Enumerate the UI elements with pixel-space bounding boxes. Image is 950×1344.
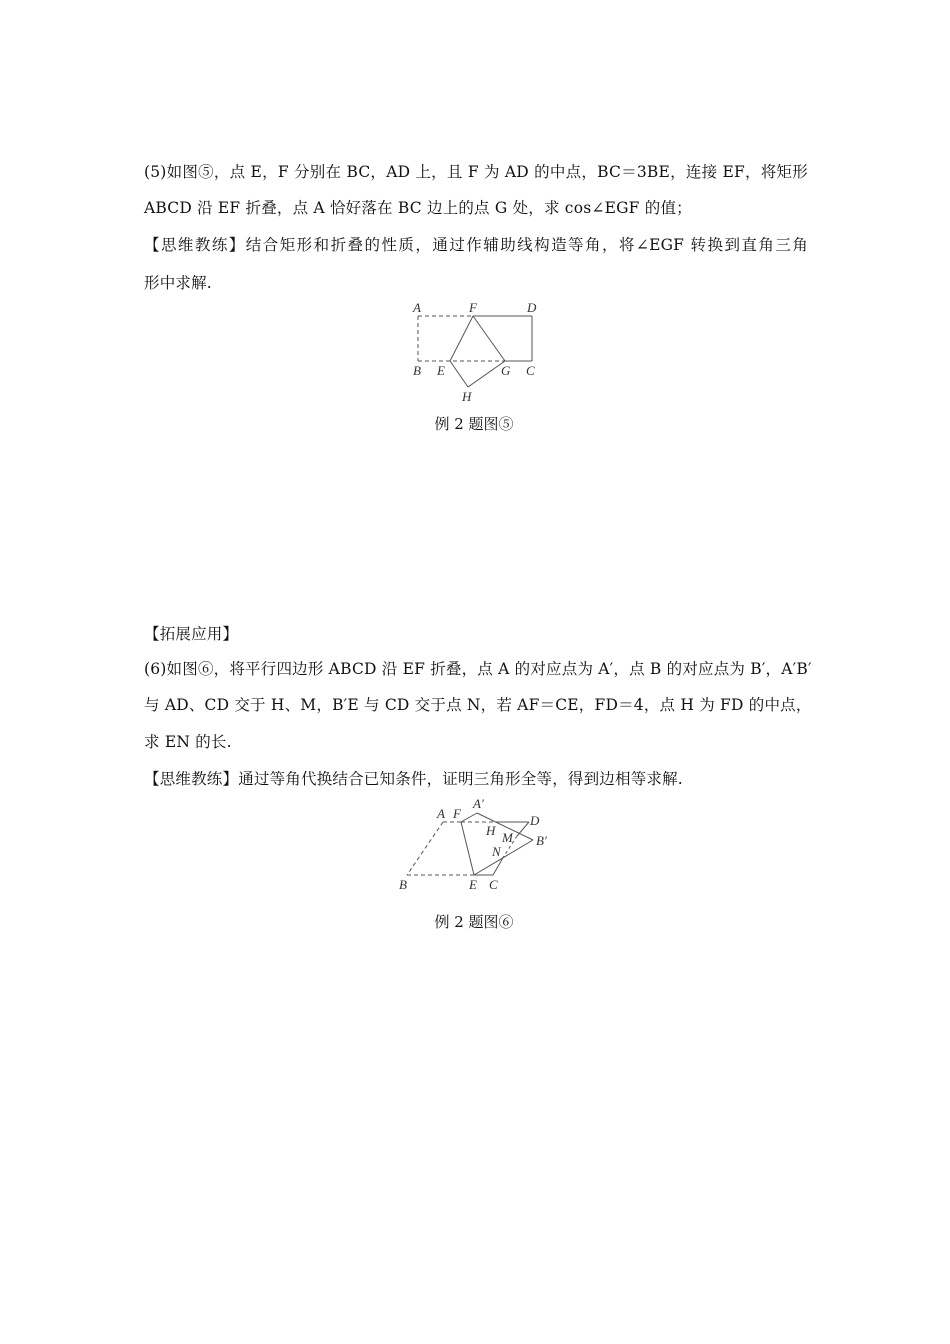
problem6-line1: (6)如图⑥，将平行四边形 ABCD 沿 EF 折叠，点 A 的对应点为 A′，点 B 的对应点为 B′，A′B′ <box>144 660 812 678</box>
label-B: B <box>413 363 421 378</box>
figure-6-diagram <box>407 813 533 875</box>
label-G: G <box>501 363 511 378</box>
label-A: A <box>413 300 421 315</box>
section-heading: 【拓展应用】 <box>144 625 239 643</box>
label6-F: F <box>453 806 461 821</box>
problem5-line2: ABCD 沿 EF 折叠，点 A 恰好落在 BC 边上的点 G 处，求 cos∠EGF 的值； <box>144 199 692 217</box>
label-E: E <box>437 363 445 378</box>
label6-M: M <box>502 830 513 845</box>
label6-D: D <box>530 813 540 828</box>
label6-E: E <box>469 877 477 892</box>
label6-B: B <box>399 877 407 892</box>
label6-B-prime: B′ <box>536 833 547 848</box>
problem6-line2: 与 AD、CD 交于 H、M，B′E 与 CD 交于点 N，若 AF＝CE，FD＝4，点 H 为 FD 的中点， <box>144 696 812 714</box>
problem5-line1: (5)如图⑤，点 E，F 分别在 BC，AD 上，且 F 为 AD 的中点，BC＝3BE，连接 EF，将矩形 <box>144 163 808 181</box>
problem6-hint-line1: 【思维教练】通过等角代换结合已知条件，证明三角形全等，得到边相等求解. <box>144 770 683 788</box>
label6-A: A <box>437 806 445 821</box>
label6-H: H <box>486 823 496 838</box>
label-H: H <box>462 389 472 404</box>
label-C: C <box>526 363 535 378</box>
label-F: F <box>469 300 477 315</box>
figure-5-caption: 例 2 题图⑤ <box>434 415 514 433</box>
label-D: D <box>527 300 537 315</box>
label6-C: C <box>489 877 498 892</box>
label6-N: N <box>492 844 501 859</box>
problem6-line3: 求 EN 的长. <box>144 733 232 751</box>
problem5-hint-line1: 【思维教练】结合矩形和折叠的性质，通过作辅助线构造等角，将∠EGF 转换到直角三角 <box>144 236 808 254</box>
figure-6-caption: 例 2 题图⑥ <box>434 913 514 931</box>
label6-A-prime: A′ <box>473 796 484 811</box>
problem5-hint-line2: 形中求解. <box>144 274 212 292</box>
